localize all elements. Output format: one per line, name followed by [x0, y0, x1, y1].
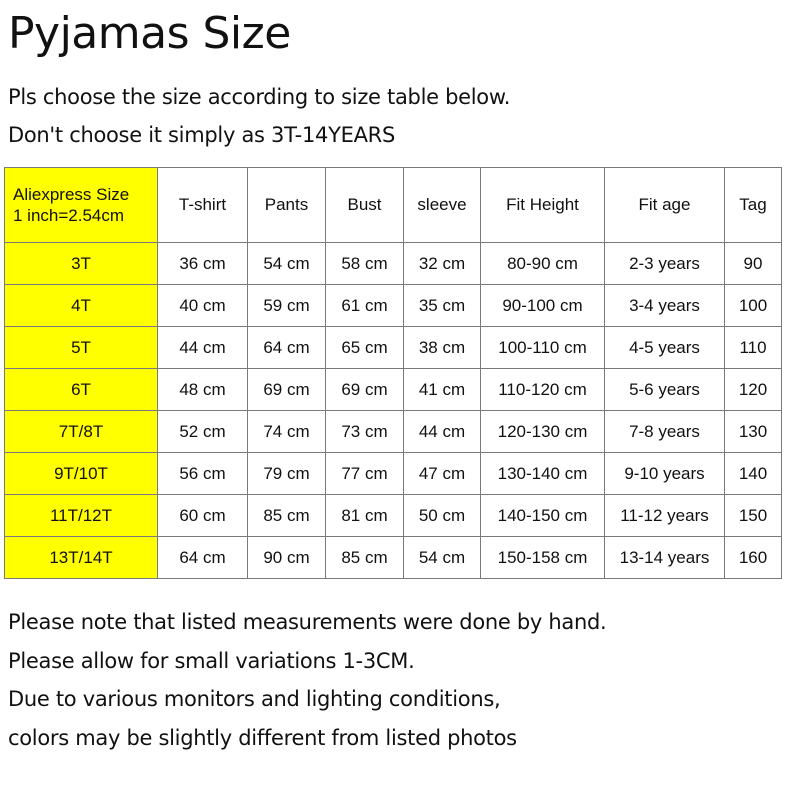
table-cell: 9-10 years — [605, 453, 725, 495]
table-cell: 32 cm — [404, 243, 481, 285]
intro-line: Pls choose the size according to size table below. — [8, 85, 511, 109]
size-cell: 7T/8T — [5, 411, 158, 453]
table-cell: 48 cm — [158, 369, 248, 411]
table-cell: 7-8 years — [605, 411, 725, 453]
header-cell: Tag — [725, 168, 782, 243]
size-cell: 3T — [5, 243, 158, 285]
table-row — [5, 495, 782, 537]
table-cell: 13-14 years — [605, 537, 725, 579]
table-cell: 64 cm — [248, 327, 326, 369]
header-cell: Fit Height — [481, 168, 605, 243]
table-row — [5, 537, 782, 579]
table-row — [5, 411, 782, 453]
table-cell: 52 cm — [158, 411, 248, 453]
table-cell: 73 cm — [326, 411, 404, 453]
table-cell: 2-3 years — [605, 243, 725, 285]
table-cell: 81 cm — [326, 495, 404, 537]
table-cell: 47 cm — [404, 453, 481, 495]
table-cell: 65 cm — [326, 327, 404, 369]
table-cell: 38 cm — [404, 327, 481, 369]
table-cell: 79 cm — [248, 453, 326, 495]
note-line: Please note that listed measurements were done by hand. — [8, 610, 607, 634]
table-cell: 74 cm — [248, 411, 326, 453]
table-cell: 140 — [725, 453, 782, 495]
table-cell: 100-110 cm — [481, 327, 605, 369]
table-cell: 3-4 years — [605, 285, 725, 327]
table-cell: 69 cm — [326, 369, 404, 411]
table-cell: 44 cm — [404, 411, 481, 453]
size-table — [4, 167, 782, 579]
intro-line: Don't choose it simply as 3T-14YEARS — [8, 123, 395, 147]
table-cell: 110-120 cm — [481, 369, 605, 411]
header-cell: sleeve — [404, 168, 481, 243]
table-cell: 85 cm — [248, 495, 326, 537]
note-line: Due to various monitors and lighting conditions, — [8, 687, 501, 711]
table-row — [5, 285, 782, 327]
table-cell: 120 — [725, 369, 782, 411]
table-cell: 54 cm — [404, 537, 481, 579]
header-cell-size — [5, 168, 158, 243]
table-cell: 36 cm — [158, 243, 248, 285]
table-cell: 90 cm — [248, 537, 326, 579]
table-cell: 69 cm — [248, 369, 326, 411]
table-cell: 90 — [725, 243, 782, 285]
header-cell: Pants — [248, 168, 326, 243]
table-row — [5, 243, 782, 285]
table-cell: 41 cm — [404, 369, 481, 411]
table-cell: 4-5 years — [605, 327, 725, 369]
table-cell: 100 — [725, 285, 782, 327]
size-cell: 6T — [5, 369, 158, 411]
notes — [8, 603, 606, 757]
table-cell: 5-6 years — [605, 369, 725, 411]
table-cell: 130-140 cm — [481, 453, 605, 495]
table-row — [5, 369, 782, 411]
table-cell: 50 cm — [404, 495, 481, 537]
header-cell: T-shirt — [158, 168, 248, 243]
table-cell: 85 cm — [326, 537, 404, 579]
size-cell: 9T/10T — [5, 453, 158, 495]
table-cell: 120-130 cm — [481, 411, 605, 453]
header-cell: Bust — [326, 168, 404, 243]
page-title: Pyjamas Size — [8, 8, 291, 59]
table-row — [5, 327, 782, 369]
table-cell: 150-158 cm — [481, 537, 605, 579]
table-cell: 140-150 cm — [481, 495, 605, 537]
size-cell: 13T/14T — [5, 537, 158, 579]
table-cell: 40 cm — [158, 285, 248, 327]
table-cell: 59 cm — [248, 285, 326, 327]
table-cell: 35 cm — [404, 285, 481, 327]
table-cell: 130 — [725, 411, 782, 453]
table-cell: 44 cm — [158, 327, 248, 369]
table-cell: 150 — [725, 495, 782, 537]
table-cell: 110 — [725, 327, 782, 369]
size-cell: 11T/12T — [5, 495, 158, 537]
table-cell: 160 — [725, 537, 782, 579]
table-cell: 90-100 cm — [481, 285, 605, 327]
table-cell: 54 cm — [248, 243, 326, 285]
table-cell: 56 cm — [158, 453, 248, 495]
table-header-row — [5, 168, 782, 243]
table-cell: 77 cm — [326, 453, 404, 495]
table-cell: 80-90 cm — [481, 243, 605, 285]
header-size-label: Aliexpress Size — [13, 185, 130, 204]
header-conversion-label: 1 inch=2.54cm — [13, 206, 125, 225]
header-cell: Fit age — [605, 168, 725, 243]
size-cell: 4T — [5, 285, 158, 327]
table-cell: 11-12 years — [605, 495, 725, 537]
table-cell: 58 cm — [326, 243, 404, 285]
table-cell: 64 cm — [158, 537, 248, 579]
note-line: Please allow for small variations 1-3CM. — [8, 648, 415, 673]
note-line: colors may be slightly different from listed photos — [8, 725, 517, 750]
table-cell: 60 cm — [158, 495, 248, 537]
size-cell: 5T — [5, 327, 158, 369]
table-cell: 61 cm — [326, 285, 404, 327]
table-row — [5, 453, 782, 495]
